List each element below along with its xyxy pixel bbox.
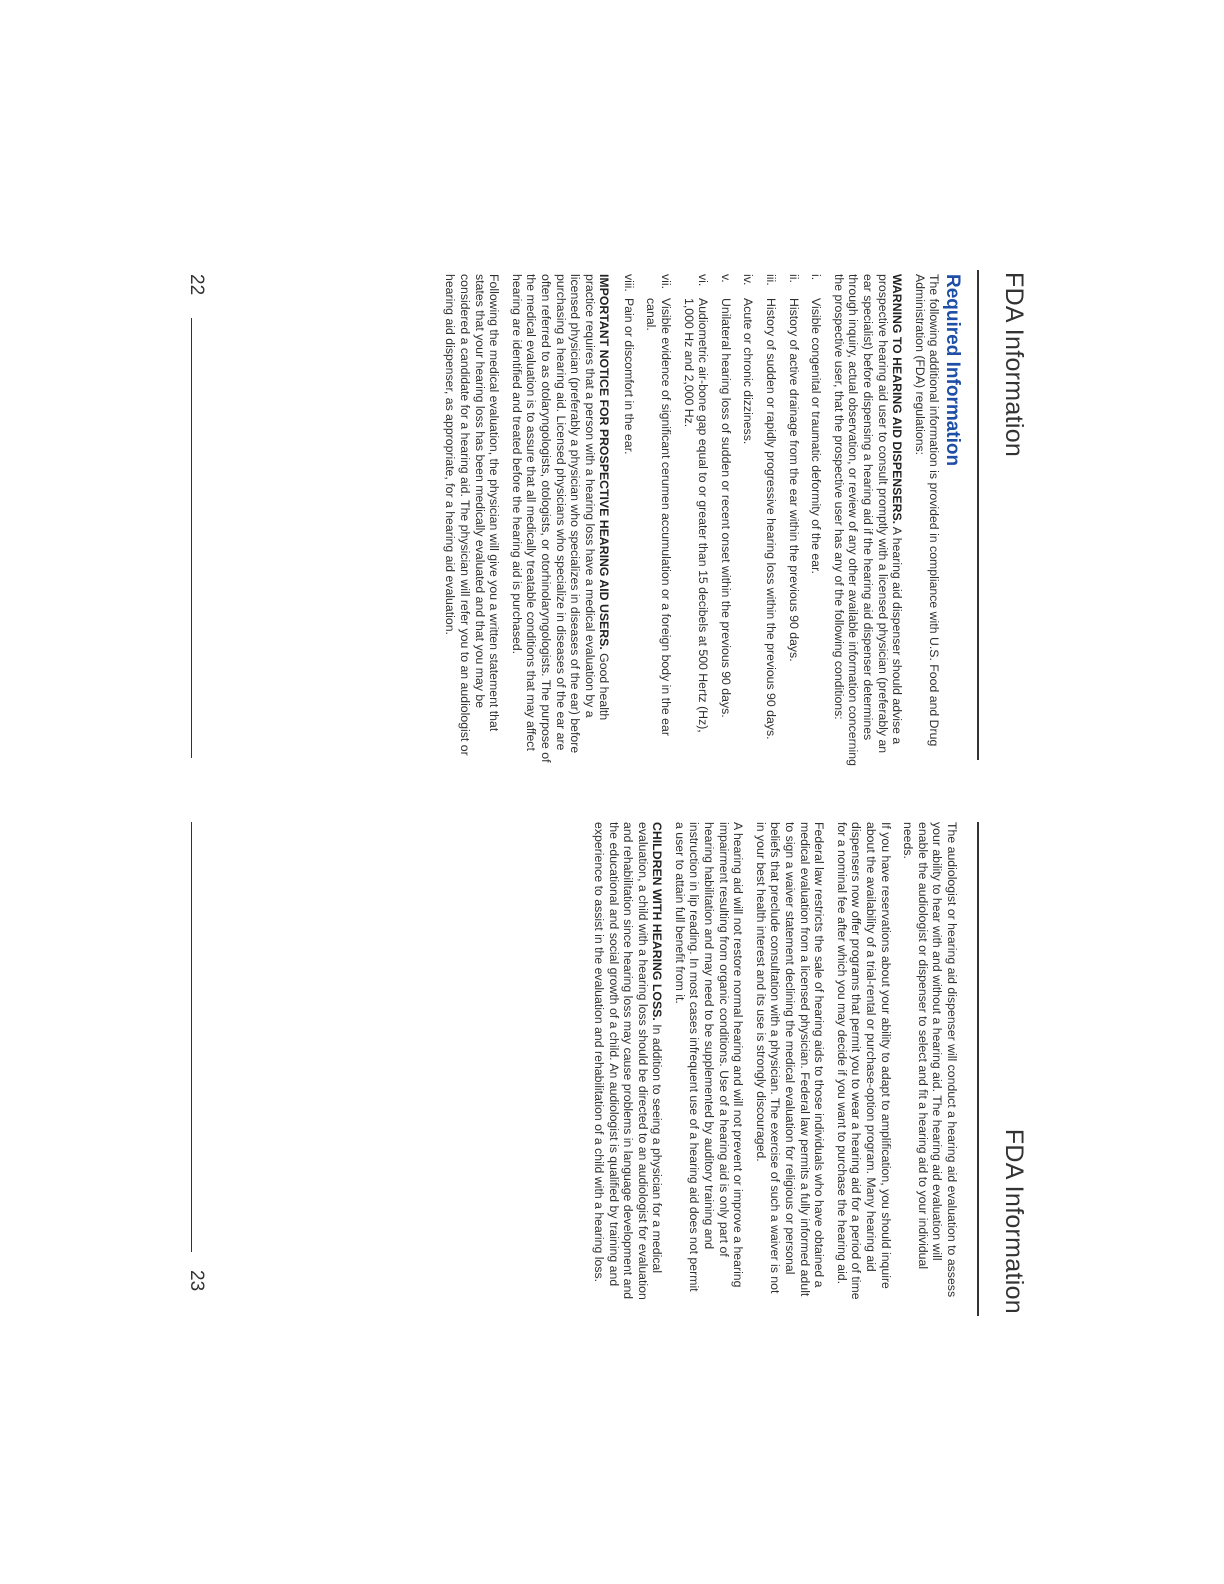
page-number: 23: [186, 1270, 207, 1292]
list-item: [763, 274, 778, 766]
list-item-number: i.: [809, 274, 824, 281]
page-23: [0, 792, 1224, 1584]
warning-text: A hearing aid dispenser should advise a prospective hearing aid user to consult promptly with a licensed physician (preferably an ear specialist) before dispensing a hearing aid if the hearing aid dispenser determines through inquiry, actual observation, or review of any other available information concerning the prospective user, that the prospective user has any of the following conditions:: [831, 274, 905, 766]
list-item: [786, 274, 801, 766]
list-item-text: History of sudden or rapidly progressive hearing loss within the previous 90 days.: [764, 298, 779, 740]
list-item-number: viii.: [621, 274, 636, 292]
section-title: Required Information: [942, 274, 963, 467]
list-item-number: iii.: [764, 274, 779, 286]
list-item: [809, 274, 824, 766]
following-paragraph: Following the medical evaluation, the physician will give you a written statement that states that your hearing loss has been medically evaluated and that you may be considered a candidate for a hearing aid. The physician will refer you to an audiologist or hearing aid dispenser, as appropriate, for a hearing aid evaluation.: [443, 274, 502, 756]
list-item-text: Unilateral hearing loss of sudden or recent onset within the previous 90 days.: [718, 298, 733, 718]
list-item-number: v.: [718, 274, 733, 283]
list-item-text: Visible evidence of significant cerumen accumulation or a foreign body in the ear canal.: [644, 298, 674, 736]
children-text: In addition to seeing a physician for a medical evaluation, a child with a hearing loss should be directed to an audiologist for evaluation and rehabilitation since hearing loss may cause problems in language development and the educational and social growth of a child. An audiologist is qualified by training and experience to assist in the evaluation and rehabilitation of a child with a hearing loss.: [591, 822, 665, 1300]
list-item: [621, 274, 636, 766]
list-item-number: ii.: [786, 274, 801, 283]
footer-rule: [191, 318, 192, 758]
reservations-paragraph: If you have reservations about your ability to adapt to amplification, you should inquire about the availability of a trial-rental or purchase-option program. Many hearing aid dispensers now offer programs that permit you to wear a hearing aid for a period of time for a nominal fee after which you may decide if you want to purchase the hearing aid.: [834, 822, 893, 1300]
page-body: [583, 822, 959, 1300]
federal-law-paragraph: Federal law restricts the sale of hearing aids to those individuals who have obtained a medical evaluation from a licensed physician. Federal law permits a fully informed adult to sign a waiver statement declining the medical evaluation for religious or personal beliefs that preclude consultation with a physician. The exercise of such a waiver is not in your best health interest and its use is strongly discouraged.: [753, 822, 827, 1297]
header-rule: [977, 822, 979, 1316]
list-item-number: vii.: [659, 274, 674, 290]
list-item: [681, 274, 710, 766]
notice-paragraph: [509, 274, 611, 766]
list-item-text: Pain or discomfort in the ear.: [621, 298, 636, 455]
warning-heading: WARNING TO HEARING AID DISPENSERS.: [890, 274, 905, 525]
list-item: [644, 274, 673, 766]
restore-hearing-paragraph: A hearing aid will not restore normal hearing and will not prevent or improve a hearing impairment resulting from organic conditions. Use of a hearing aid is only part of hearing habilitation and may need to be supplemented by auditory training and instruction in lip reading. In most cases infrequent use of a hearing aid does not permit a user to attain full benefit from it.: [672, 822, 746, 1292]
page-number: 22: [186, 274, 207, 296]
page-header-title: FDA Information: [1000, 272, 1028, 458]
list-item-number: vi.: [696, 274, 711, 287]
footer-rule: [191, 822, 192, 1252]
list-item-text: Audiometric air-bone gap equal to or greater than 15 decibels at 500 Hertz (Hz), 1,000 Hz and 2,000 Hz.: [681, 298, 711, 733]
page-header-title: FDA Information: [1000, 1128, 1028, 1314]
children-paragraph: [591, 822, 664, 1300]
list-item: [741, 274, 756, 766]
evaluation-paragraph: The audiologist or hearing aid dispenser will conduct a hearing aid evaluation to assess your ability to hear with and without a hearing aid. The hearing aid evaluation will enable the audiologist or dispenser to select and fit a hearing aid to your individual needs.: [901, 822, 959, 1298]
intro-paragraph: The following additional information is provided in compliance with U.S. Food and Drug Administration (FDA) regulations:: [912, 274, 942, 747]
list-item-number: iv.: [741, 274, 756, 286]
header-rule: [977, 270, 979, 760]
list-item: [718, 274, 733, 766]
list-item-text: Visible congenital or traumatic deformity of the ear.: [809, 298, 824, 574]
notice-text: Good health practice requires that a person with a hearing loss have a medical evaluation by a licensed physician (preferably a physician who specializes in diseases of the ear) before purchasing a hearing aid. Licensed physicians who specialize in diseases of the ear are often referred to as otolaryngologists, otologists, or otorhinolaryngologists. The purpose of the medical evaluation is to assure that all medically treatable conditions that may affect hearing are identified and treated before the hearing aid is purchased.: [509, 274, 612, 763]
list-item-text: Acute or chronic dizziness.: [741, 298, 756, 445]
page-body: [435, 274, 963, 766]
notice-heading: IMPORTANT NOTICE FOR PROSPECTIVE HEARING AID USERS.: [597, 274, 612, 650]
conditions-list: [621, 274, 823, 766]
children-heading: CHILDREN WITH HEARING LOSS.: [650, 822, 665, 1021]
list-item-text: History of active drainage from the ear within the previous 90 days.: [786, 298, 801, 662]
warning-paragraph: [831, 274, 904, 766]
